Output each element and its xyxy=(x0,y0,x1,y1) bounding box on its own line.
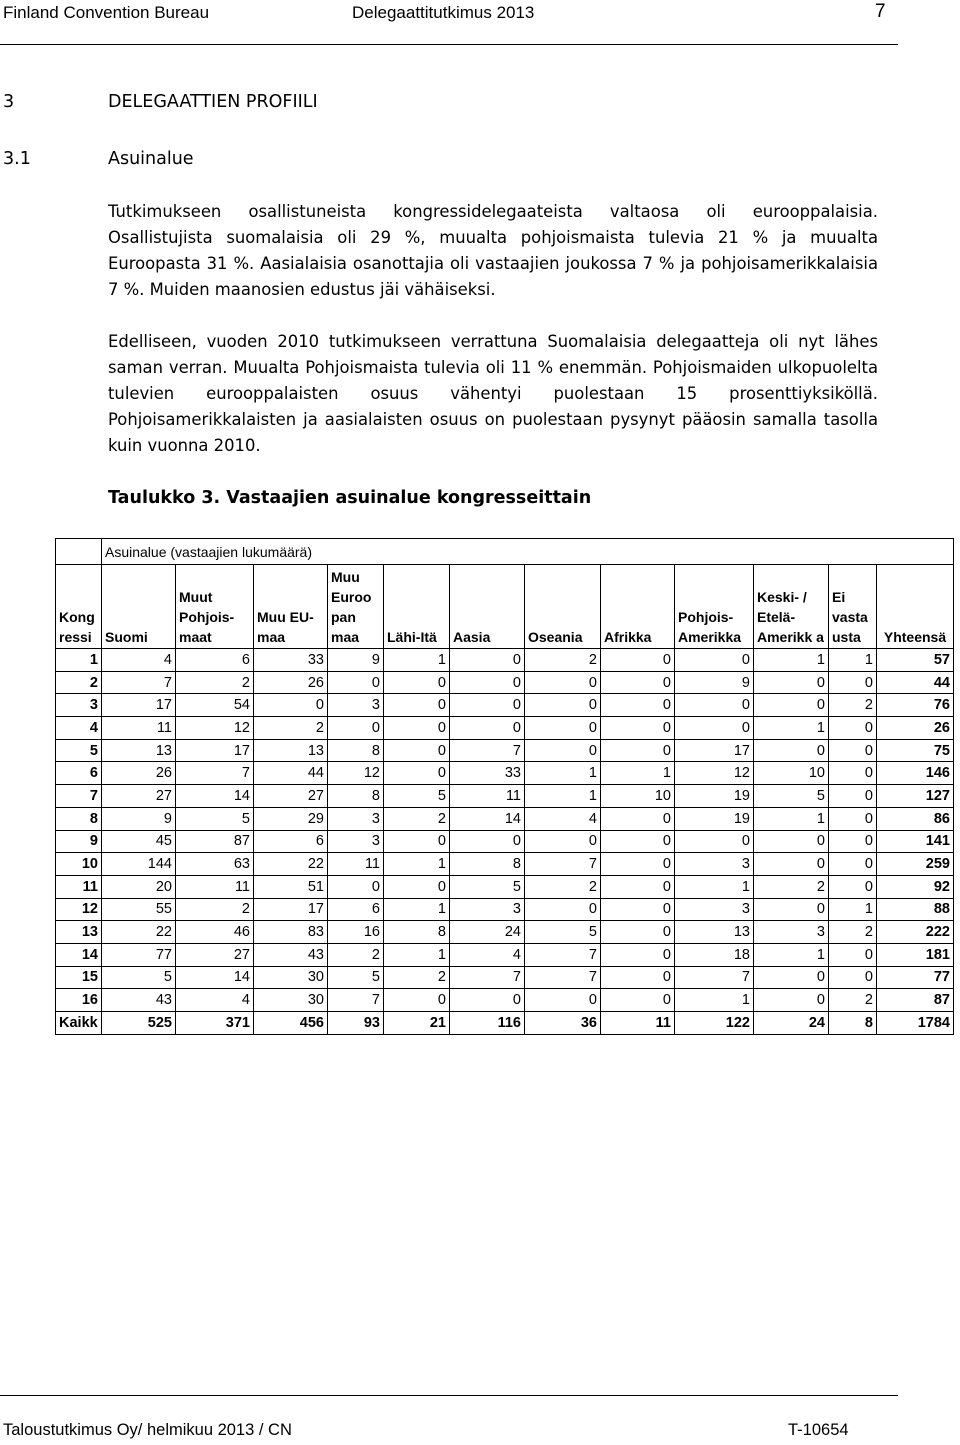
table-cell: 0 xyxy=(601,807,675,830)
column-header: Suomi xyxy=(102,565,176,649)
table-cell: 9 xyxy=(675,671,754,694)
table-cell: 0 xyxy=(525,898,601,921)
table-cell: 181 xyxy=(877,943,954,966)
table-cell: 2 xyxy=(384,807,450,830)
table-cell: 222 xyxy=(877,921,954,944)
column-header: Pohjois- Amerikka xyxy=(675,565,754,649)
table-cell: 7 xyxy=(525,966,601,989)
table-cell: 87 xyxy=(877,989,954,1012)
table-cell: 2 xyxy=(254,717,328,740)
total-cell: 122 xyxy=(675,1012,754,1035)
table-cell: 4 xyxy=(450,943,525,966)
table-cell: 0 xyxy=(384,875,450,898)
footer-divider xyxy=(0,1395,898,1396)
table-row xyxy=(56,943,954,966)
row-label: 14 xyxy=(56,943,102,966)
header-report-title: Delegaattitutkimus 2013 xyxy=(352,3,535,22)
table-cell: 0 xyxy=(754,989,829,1012)
row-label: 10 xyxy=(56,853,102,876)
table-cell: 0 xyxy=(328,717,384,740)
table-cell: 13 xyxy=(102,739,176,762)
table-cell: 0 xyxy=(601,875,675,898)
total-cell: 8 xyxy=(829,1012,877,1035)
table-cell: 7 xyxy=(176,762,254,785)
total-cell: 371 xyxy=(176,1012,254,1035)
table-cell: 0 xyxy=(675,694,754,717)
table-row xyxy=(56,739,954,762)
table-cell: 0 xyxy=(829,966,877,989)
total-cell: 24 xyxy=(754,1012,829,1035)
table-cell: 33 xyxy=(254,649,328,672)
table-cell: 0 xyxy=(601,989,675,1012)
table-cell: 9 xyxy=(328,649,384,672)
table-cell: 0 xyxy=(384,694,450,717)
table-cell: 2 xyxy=(176,671,254,694)
table-cell: 8 xyxy=(328,785,384,808)
table-cell: 29 xyxy=(254,807,328,830)
table-cell: 5 xyxy=(176,807,254,830)
table-cell: 7 xyxy=(102,671,176,694)
row-label: 3 xyxy=(56,694,102,717)
table-cell: 0 xyxy=(601,739,675,762)
table-cell: 1 xyxy=(754,649,829,672)
table-cell: 5 xyxy=(328,966,384,989)
table-cell: 7 xyxy=(525,853,601,876)
table-cell: 45 xyxy=(102,830,176,853)
table-cell: 0 xyxy=(829,853,877,876)
table-row xyxy=(56,966,954,989)
table-cell: 4 xyxy=(176,989,254,1012)
table-row xyxy=(56,671,954,694)
row-label: 12 xyxy=(56,898,102,921)
table-row xyxy=(56,785,954,808)
table-cell: 2 xyxy=(829,694,877,717)
table-cell: 6 xyxy=(176,649,254,672)
table-cell: 0 xyxy=(525,739,601,762)
table-cell: 4 xyxy=(525,807,601,830)
row-label: 2 xyxy=(56,671,102,694)
table-cell: 2 xyxy=(176,898,254,921)
header-divider xyxy=(0,44,898,45)
row-label: 6 xyxy=(56,762,102,785)
table-cell: 11 xyxy=(328,853,384,876)
total-cell: 21 xyxy=(384,1012,450,1035)
table-cell: 20 xyxy=(102,875,176,898)
table-cell: 2 xyxy=(525,649,601,672)
table-cell: 76 xyxy=(877,694,954,717)
table-cell: 0 xyxy=(525,830,601,853)
table-cell: 0 xyxy=(384,739,450,762)
total-cell: 456 xyxy=(254,1012,328,1035)
table-cell: 0 xyxy=(601,898,675,921)
footer-code: T-10654 xyxy=(788,1421,849,1439)
table-cell: 1 xyxy=(754,717,829,740)
table-cell: 0 xyxy=(450,649,525,672)
column-header: Muu EU- maa xyxy=(254,565,328,649)
table-cell: 0 xyxy=(829,830,877,853)
section-title: DELEGAATTIEN PROFIILI xyxy=(108,92,318,112)
table-cell: 1 xyxy=(384,898,450,921)
table-cell: 16 xyxy=(328,921,384,944)
total-cell: 11 xyxy=(601,1012,675,1035)
table-cell: 1 xyxy=(829,898,877,921)
column-header: Yhteensä xyxy=(877,565,954,649)
table-cell: 46 xyxy=(176,921,254,944)
table-cell: 0 xyxy=(601,853,675,876)
table-cell: 0 xyxy=(754,853,829,876)
table-row xyxy=(56,853,954,876)
total-cell: 1784 xyxy=(877,1012,954,1035)
table-cell: 141 xyxy=(877,830,954,853)
column-header: Afrikka xyxy=(601,565,675,649)
table-cell: 33 xyxy=(450,762,525,785)
table-cell: 0 xyxy=(328,875,384,898)
table-cell: 0 xyxy=(754,966,829,989)
table-cell: 6 xyxy=(328,898,384,921)
table-cell: 19 xyxy=(675,785,754,808)
table-cell: 7 xyxy=(525,943,601,966)
table-row xyxy=(56,807,954,830)
table-cell: 1 xyxy=(384,943,450,966)
header-page-number: 7 xyxy=(875,1,886,22)
table-cell: 44 xyxy=(877,671,954,694)
table-cell: 2 xyxy=(525,875,601,898)
table-cell: 54 xyxy=(176,694,254,717)
table-cell: 14 xyxy=(176,785,254,808)
table-cell: 17 xyxy=(176,739,254,762)
table-cell: 26 xyxy=(254,671,328,694)
table-cell: 17 xyxy=(254,898,328,921)
table-cell: 7 xyxy=(450,739,525,762)
table-cell: 14 xyxy=(450,807,525,830)
table-cell: 0 xyxy=(754,898,829,921)
total-cell: 116 xyxy=(450,1012,525,1035)
row-label: 7 xyxy=(56,785,102,808)
table-cell: 11 xyxy=(176,875,254,898)
table-row xyxy=(56,694,954,717)
table-cell: 8 xyxy=(328,739,384,762)
table-cell: 4 xyxy=(102,649,176,672)
table-cell: 88 xyxy=(877,898,954,921)
table-cell: 0 xyxy=(601,649,675,672)
table-cell: 8 xyxy=(384,921,450,944)
table-cell: 55 xyxy=(102,898,176,921)
total-label: Kaikk xyxy=(56,1012,102,1035)
table-row xyxy=(56,649,954,672)
body-paragraph-1: Tutkimukseen osallistuneista kongressidelegaateista valtaosa oli eurooppalaisia. Osallistujista suomalaisia oli 29 %, muualta pohjoismaista tulevia 21 % ja muualta Euroopasta 31 %. Aasialaisia osanottajia oli vastaajien joukossa 7 % ja pohjoisamerikkalaisia 7 %. Muiden maanosien edustus jäi vähäiseksi. xyxy=(108,202,878,299)
table-cell: 2 xyxy=(829,921,877,944)
table-cell: 7 xyxy=(450,966,525,989)
table-cell: 7 xyxy=(328,989,384,1012)
table-cell: 0 xyxy=(754,739,829,762)
table-cell: 0 xyxy=(829,717,877,740)
table-cell: 0 xyxy=(328,671,384,694)
table-cell: 0 xyxy=(601,921,675,944)
table-cell: 30 xyxy=(254,966,328,989)
table-cell: 0 xyxy=(754,694,829,717)
table-cell: 10 xyxy=(601,785,675,808)
table-cell: 7 xyxy=(675,966,754,989)
table-cell: 17 xyxy=(675,739,754,762)
table-cell: 0 xyxy=(829,875,877,898)
table-cell: 43 xyxy=(102,989,176,1012)
table-cell: 13 xyxy=(254,739,328,762)
table-cell: 1 xyxy=(384,649,450,672)
table-cell: 2 xyxy=(754,875,829,898)
row-label: 1 xyxy=(56,649,102,672)
table-caption: Taulukko 3. Vastaajien asuinalue kongresseittain xyxy=(108,488,592,508)
total-cell: 525 xyxy=(102,1012,176,1035)
table-cell: 0 xyxy=(525,717,601,740)
table-cell: 27 xyxy=(254,785,328,808)
row-label: 8 xyxy=(56,807,102,830)
table-cell: 3 xyxy=(675,853,754,876)
total-cell: 93 xyxy=(328,1012,384,1035)
body-paragraph-2: Edelliseen, vuoden 2010 tutkimukseen verrattuna Suomalaisia delegaatteja oli nyt lähes saman verran. Muualta Pohjoismaista tulevia oli 11 % enemmän. Pohjoismaiden ulkopuolelta tulevien eurooppalaisten osuus vähentyi puolestaan 15 prosenttiyksiköllä. Pohjoisamerikkalaisten ja aasialaisten osuus on puolestaan pysynyt pääosin samalla tasolla kuin vuonna 2010. xyxy=(108,332,878,455)
table-cell: 43 xyxy=(254,943,328,966)
table-cell: 144 xyxy=(102,853,176,876)
table-cell: 9 xyxy=(102,807,176,830)
table-cell: 0 xyxy=(601,671,675,694)
table-cell: 0 xyxy=(384,671,450,694)
column-header: Ei vasta usta xyxy=(829,565,877,649)
table-cell: 0 xyxy=(829,943,877,966)
table-cell: 86 xyxy=(877,807,954,830)
table-cell: 1 xyxy=(829,649,877,672)
section-number: 3 xyxy=(3,92,15,112)
table-cell: 6 xyxy=(254,830,328,853)
table-cell: 1 xyxy=(675,989,754,1012)
table-cell: 3 xyxy=(450,898,525,921)
column-header: Keski- / Etelä- Amerikk a xyxy=(754,565,829,649)
table-cell: 2 xyxy=(328,943,384,966)
table-cell: 87 xyxy=(176,830,254,853)
table-row xyxy=(56,830,954,853)
table-cell: 51 xyxy=(254,875,328,898)
table-cell: 27 xyxy=(176,943,254,966)
table-row xyxy=(56,717,954,740)
table-cell: 19 xyxy=(675,807,754,830)
table-cell: 0 xyxy=(384,989,450,1012)
table-cell: 0 xyxy=(829,739,877,762)
table-cell: 5 xyxy=(450,875,525,898)
table-cell: 75 xyxy=(877,739,954,762)
table-cell: 1 xyxy=(525,785,601,808)
table-cell: 44 xyxy=(254,762,328,785)
table-cell: 259 xyxy=(877,853,954,876)
row-label: 9 xyxy=(56,830,102,853)
table-cell: 5 xyxy=(754,785,829,808)
table-cell: 0 xyxy=(675,830,754,853)
table-cell: 0 xyxy=(384,830,450,853)
table-cell: 0 xyxy=(450,717,525,740)
table-cell: 3 xyxy=(328,830,384,853)
table-cell: 1 xyxy=(754,807,829,830)
subsection-title: Asuinalue xyxy=(108,149,194,169)
table-cell: 0 xyxy=(829,807,877,830)
table-cell: 11 xyxy=(102,717,176,740)
table-cell: 83 xyxy=(254,921,328,944)
column-header: Oseania xyxy=(525,565,601,649)
header-organization: Finland Convention Bureau xyxy=(3,3,210,22)
table-cell: 30 xyxy=(254,989,328,1012)
row-label: 13 xyxy=(56,921,102,944)
table-cell: 0 xyxy=(450,694,525,717)
table-cell: 0 xyxy=(675,717,754,740)
column-header: Aasia xyxy=(450,565,525,649)
table-cell: 0 xyxy=(384,762,450,785)
table-cell: 0 xyxy=(525,671,601,694)
table-row xyxy=(56,989,954,1012)
footer-company: Taloustutkimus Oy/ helmikuu 2013 / CN xyxy=(3,1421,292,1439)
page-header xyxy=(0,0,960,28)
table-cell: 0 xyxy=(450,989,525,1012)
table-cell: 2 xyxy=(384,966,450,989)
subsection-number: 3.1 xyxy=(3,149,31,169)
table-cell: 22 xyxy=(102,921,176,944)
row-label: 11 xyxy=(56,875,102,898)
column-header: Muut Pohjois- maat xyxy=(176,565,254,649)
column-header: Lähi-Itä xyxy=(384,565,450,649)
row-label: 16 xyxy=(56,989,102,1012)
table-cell: 0 xyxy=(601,966,675,989)
table-cell: 5 xyxy=(384,785,450,808)
table-cell: 0 xyxy=(601,830,675,853)
table-row xyxy=(56,898,954,921)
table-cell: 27 xyxy=(102,785,176,808)
table-row xyxy=(56,875,954,898)
table-cell: 0 xyxy=(525,989,601,1012)
table-cell: 0 xyxy=(754,671,829,694)
table-cell: 0 xyxy=(601,694,675,717)
table-cell: 77 xyxy=(877,966,954,989)
table-row xyxy=(56,921,954,944)
row-label: 4 xyxy=(56,717,102,740)
table-cell: 26 xyxy=(102,762,176,785)
table-cell: 1 xyxy=(525,762,601,785)
table-cell: 63 xyxy=(176,853,254,876)
table-cell: 18 xyxy=(675,943,754,966)
row-label: 5 xyxy=(56,739,102,762)
table-cell: 12 xyxy=(675,762,754,785)
column-header: Muu Euroo pan maa xyxy=(328,565,384,649)
table-cell: 1 xyxy=(675,875,754,898)
table-cell: 3 xyxy=(754,921,829,944)
table-cell: 5 xyxy=(102,966,176,989)
table-cell: 5 xyxy=(525,921,601,944)
table-cell: 1 xyxy=(384,853,450,876)
table-cell: 2 xyxy=(829,989,877,1012)
table-cell: 57 xyxy=(877,649,954,672)
table-cell: 8 xyxy=(450,853,525,876)
table-corner xyxy=(56,539,102,565)
table-cell: 12 xyxy=(328,762,384,785)
table-cell: 0 xyxy=(829,785,877,808)
table-cell: 92 xyxy=(877,875,954,898)
table-cell: 1 xyxy=(754,943,829,966)
table-cell: 0 xyxy=(601,943,675,966)
table-cell: 3 xyxy=(675,898,754,921)
table-cell: 22 xyxy=(254,853,328,876)
total-row xyxy=(56,1012,954,1035)
table-cell: 0 xyxy=(601,717,675,740)
total-cell: 36 xyxy=(525,1012,601,1035)
table-cell: 26 xyxy=(877,717,954,740)
table-cell: 1 xyxy=(601,762,675,785)
table-cell: 0 xyxy=(829,762,877,785)
table-cell: 12 xyxy=(176,717,254,740)
table-cell: 77 xyxy=(102,943,176,966)
row-label: 15 xyxy=(56,966,102,989)
table-cell: 0 xyxy=(829,671,877,694)
column-header: Kong ressi xyxy=(56,565,102,649)
table-cell: 0 xyxy=(525,694,601,717)
residence-table xyxy=(55,538,954,1035)
table-cell: 17 xyxy=(102,694,176,717)
table-cell: 24 xyxy=(450,921,525,944)
table-cell: 0 xyxy=(754,830,829,853)
table-cell: 3 xyxy=(328,807,384,830)
table-cell: 146 xyxy=(877,762,954,785)
table-cell: 10 xyxy=(754,762,829,785)
table-cell: 0 xyxy=(450,830,525,853)
table-cell: 0 xyxy=(450,671,525,694)
table-cell: 13 xyxy=(675,921,754,944)
table-cell: 0 xyxy=(384,717,450,740)
table-cell: 11 xyxy=(450,785,525,808)
table-cell: 0 xyxy=(675,649,754,672)
table-cell: 3 xyxy=(328,694,384,717)
table-cell: 0 xyxy=(254,694,328,717)
table-cell: 127 xyxy=(877,785,954,808)
table-cell: 14 xyxy=(176,966,254,989)
table-group-header: Asuinalue (vastaajien lukumäärä) xyxy=(102,539,954,565)
table-row xyxy=(56,762,954,785)
